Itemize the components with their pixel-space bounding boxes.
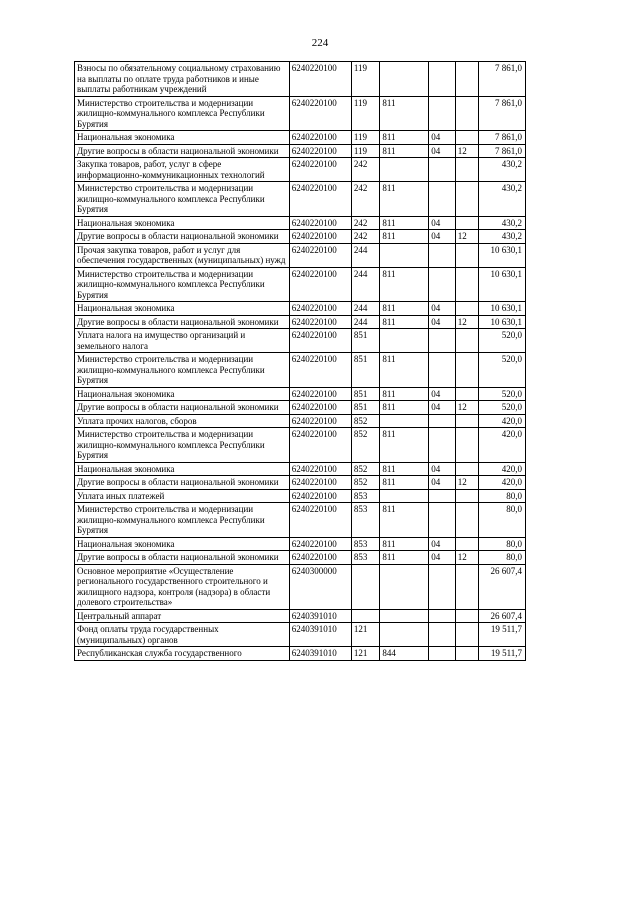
section-code-cell: [429, 96, 455, 131]
admin-code-cell: 811: [380, 428, 429, 463]
table-row: [75, 623, 526, 647]
amount-cell: 7 861,0: [479, 62, 526, 97]
expense-type-code-cell: 852: [351, 462, 380, 476]
target-article-code-cell: 6240220100: [289, 131, 351, 145]
table-row: [75, 315, 526, 329]
section-code-cell: [429, 647, 455, 661]
row-name-cell: Национальная экономика: [75, 537, 290, 551]
row-name-cell: Министерство строительства и модернизации жилищно-коммунального комплекса Республики Бурятия: [75, 428, 290, 463]
budget-table: [74, 61, 526, 661]
amount-cell: 19 511,7: [479, 623, 526, 647]
expense-type-code-cell: 244: [351, 302, 380, 316]
table-row: [75, 537, 526, 551]
section-code-cell: [429, 329, 455, 353]
admin-code-cell: [380, 243, 429, 267]
subsection-code-cell: [455, 131, 478, 145]
amount-cell: 10 630,1: [479, 315, 526, 329]
admin-code-cell: 811: [380, 462, 429, 476]
amount-cell: 430,2: [479, 230, 526, 244]
expense-type-code-cell: 242: [351, 158, 380, 182]
section-code-cell: [429, 609, 455, 623]
admin-code-cell: 811: [380, 401, 429, 415]
target-article-code-cell: 6240220100: [289, 96, 351, 131]
subsection-code-cell: [455, 267, 478, 302]
expense-type-code-cell: 852: [351, 428, 380, 463]
admin-code-cell: [380, 158, 429, 182]
row-name-cell: Министерство строительства и модернизации жилищно-коммунального комплекса Республики Бурятия: [75, 503, 290, 538]
expense-type-code-cell: 852: [351, 414, 380, 428]
amount-cell: 80,0: [479, 489, 526, 503]
expense-type-code-cell: 851: [351, 387, 380, 401]
section-code-cell: 04: [429, 302, 455, 316]
admin-code-cell: 811: [380, 182, 429, 217]
row-name-cell: Другие вопросы в области национальной экономики: [75, 230, 290, 244]
row-name-cell: Национальная экономика: [75, 302, 290, 316]
expense-type-code-cell: 852: [351, 476, 380, 490]
table-row: [75, 158, 526, 182]
section-code-cell: [429, 158, 455, 182]
section-code-cell: 04: [429, 216, 455, 230]
expense-type-code-cell: 119: [351, 96, 380, 131]
subsection-code-cell: [455, 503, 478, 538]
target-article-code-cell: 6240220100: [289, 428, 351, 463]
expense-type-code-cell: 244: [351, 315, 380, 329]
table-row: [75, 230, 526, 244]
target-article-code-cell: 6240220100: [289, 503, 351, 538]
section-code-cell: 04: [429, 230, 455, 244]
admin-code-cell: 811: [380, 537, 429, 551]
section-code-cell: [429, 414, 455, 428]
expense-type-code-cell: [351, 564, 380, 609]
subsection-code-cell: [455, 489, 478, 503]
table-row: [75, 243, 526, 267]
section-code-cell: [429, 243, 455, 267]
subsection-code-cell: [455, 537, 478, 551]
row-name-cell: Фонд оплаты труда государственных (муниципальных) органов: [75, 623, 290, 647]
amount-cell: 26 607,4: [479, 564, 526, 609]
subsection-code-cell: [455, 462, 478, 476]
expense-type-code-cell: 244: [351, 243, 380, 267]
expense-type-code-cell: 242: [351, 182, 380, 217]
target-article-code-cell: 6240220100: [289, 230, 351, 244]
expense-type-code-cell: 853: [351, 537, 380, 551]
table-row: [75, 182, 526, 217]
subsection-code-cell: [455, 96, 478, 131]
admin-code-cell: [380, 623, 429, 647]
amount-cell: 80,0: [479, 503, 526, 538]
table-row: [75, 144, 526, 158]
subsection-code-cell: [455, 414, 478, 428]
expense-type-code-cell: 242: [351, 216, 380, 230]
subsection-code-cell: [455, 158, 478, 182]
subsection-code-cell: [455, 216, 478, 230]
admin-code-cell: 811: [380, 144, 429, 158]
page-number: 224: [311, 37, 329, 49]
admin-code-cell: 811: [380, 387, 429, 401]
section-code-cell: 04: [429, 144, 455, 158]
amount-cell: 7 861,0: [479, 144, 526, 158]
admin-code-cell: 811: [380, 267, 429, 302]
amount-cell: 19 511,7: [479, 647, 526, 661]
target-article-code-cell: 6240220100: [289, 476, 351, 490]
expense-type-code-cell: 851: [351, 353, 380, 388]
amount-cell: 420,0: [479, 462, 526, 476]
subsection-code-cell: 12: [455, 144, 478, 158]
target-article-code-cell: 6240220100: [289, 315, 351, 329]
budget-table-body: [75, 62, 526, 661]
table-row: [75, 329, 526, 353]
expense-type-code-cell: 121: [351, 623, 380, 647]
section-code-cell: 04: [429, 476, 455, 490]
subsection-code-cell: 12: [455, 551, 478, 565]
admin-code-cell: 811: [380, 230, 429, 244]
expense-type-code-cell: 119: [351, 62, 380, 97]
expense-type-code-cell: 119: [351, 131, 380, 145]
expense-type-code-cell: [351, 609, 380, 623]
target-article-code-cell: 6240220100: [289, 414, 351, 428]
admin-code-cell: 811: [380, 353, 429, 388]
row-name-cell: Национальная экономика: [75, 216, 290, 230]
target-article-code-cell: 6240220100: [289, 62, 351, 97]
row-name-cell: Уплата иных платежей: [75, 489, 290, 503]
table-row: [75, 428, 526, 463]
table-row: [75, 96, 526, 131]
table-row: [75, 353, 526, 388]
admin-code-cell: 811: [380, 302, 429, 316]
table-row: [75, 216, 526, 230]
row-name-cell: Другие вопросы в области национальной экономики: [75, 476, 290, 490]
target-article-code-cell: 6240220100: [289, 387, 351, 401]
amount-cell: 80,0: [479, 551, 526, 565]
section-code-cell: 04: [429, 131, 455, 145]
target-article-code-cell: 6240391010: [289, 623, 351, 647]
table-row: [75, 476, 526, 490]
amount-cell: 430,2: [479, 216, 526, 230]
table-row: [75, 267, 526, 302]
amount-cell: 420,0: [479, 428, 526, 463]
row-name-cell: Центральный аппарат: [75, 609, 290, 623]
amount-cell: 520,0: [479, 329, 526, 353]
section-code-cell: 04: [429, 537, 455, 551]
section-code-cell: [429, 267, 455, 302]
table-row: [75, 609, 526, 623]
target-article-code-cell: 6240220100: [289, 216, 351, 230]
section-code-cell: [429, 353, 455, 388]
section-code-cell: [429, 62, 455, 97]
amount-cell: 10 630,1: [479, 267, 526, 302]
row-name-cell: Министерство строительства и модернизации жилищно-коммунального комплекса Республики Бурятия: [75, 96, 290, 131]
section-code-cell: [429, 182, 455, 217]
amount-cell: 430,2: [479, 182, 526, 217]
row-name-cell: Другие вопросы в области национальной экономики: [75, 551, 290, 565]
section-code-cell: [429, 623, 455, 647]
admin-code-cell: 811: [380, 96, 429, 131]
amount-cell: 420,0: [479, 476, 526, 490]
subsection-code-cell: 12: [455, 401, 478, 415]
admin-code-cell: [380, 62, 429, 97]
expense-type-code-cell: 121: [351, 647, 380, 661]
table-row: [75, 564, 526, 609]
expense-type-code-cell: 244: [351, 267, 380, 302]
row-name-cell: Национальная экономика: [75, 462, 290, 476]
expense-type-code-cell: 851: [351, 401, 380, 415]
expense-type-code-cell: 119: [351, 144, 380, 158]
subsection-code-cell: 12: [455, 315, 478, 329]
section-code-cell: [429, 564, 455, 609]
target-article-code-cell: 6240220100: [289, 329, 351, 353]
expense-type-code-cell: 853: [351, 551, 380, 565]
amount-cell: 7 861,0: [479, 96, 526, 131]
target-article-code-cell: 6240220100: [289, 489, 351, 503]
table-row: [75, 131, 526, 145]
subsection-code-cell: [455, 302, 478, 316]
table-row: [75, 401, 526, 415]
table-row: [75, 647, 526, 661]
table-row: [75, 414, 526, 428]
row-name-cell: Уплата прочих налогов, сборов: [75, 414, 290, 428]
amount-cell: 26 607,4: [479, 609, 526, 623]
admin-code-cell: [380, 329, 429, 353]
amount-cell: 430,2: [479, 158, 526, 182]
subsection-code-cell: [455, 428, 478, 463]
admin-code-cell: [380, 564, 429, 609]
row-name-cell: Уплата налога на имущество организаций и земельного налога: [75, 329, 290, 353]
expense-type-code-cell: 853: [351, 489, 380, 503]
section-code-cell: 04: [429, 551, 455, 565]
row-name-cell: Взносы по обязательному социальному страхованию на выплаты по оплате труда работников и иные выплаты работникам учреждений: [75, 62, 290, 97]
subsection-code-cell: [455, 182, 478, 217]
target-article-code-cell: 6240220100: [289, 267, 351, 302]
row-name-cell: Республиканская служба государственного: [75, 647, 290, 661]
table-row: [75, 387, 526, 401]
row-name-cell: Закупка товаров, работ, услуг в сфере информационно-коммуникационных технологий: [75, 158, 290, 182]
expense-type-code-cell: 851: [351, 329, 380, 353]
admin-code-cell: 811: [380, 131, 429, 145]
row-name-cell: Министерство строительства и модернизации жилищно-коммунального комплекса Республики Бурятия: [75, 267, 290, 302]
row-name-cell: Другие вопросы в области национальной экономики: [75, 401, 290, 415]
admin-code-cell: 811: [380, 476, 429, 490]
section-code-cell: [429, 489, 455, 503]
table-row: [75, 62, 526, 97]
row-name-cell: Другие вопросы в области национальной экономики: [75, 144, 290, 158]
row-name-cell: Основное мероприятие «Осуществление регионального государственного строительного и жилищного надзора, контроля (надзора) в области долевого строительства»: [75, 564, 290, 609]
target-article-code-cell: 6240220100: [289, 401, 351, 415]
amount-cell: 10 630,1: [479, 302, 526, 316]
subsection-code-cell: [455, 62, 478, 97]
target-article-code-cell: 6240220100: [289, 144, 351, 158]
row-name-cell: Другие вопросы в области национальной экономики: [75, 315, 290, 329]
table-row: [75, 302, 526, 316]
section-code-cell: [429, 503, 455, 538]
expense-type-code-cell: 853: [351, 503, 380, 538]
table-row: [75, 489, 526, 503]
target-article-code-cell: 6240220100: [289, 243, 351, 267]
admin-code-cell: [380, 489, 429, 503]
amount-cell: 520,0: [479, 401, 526, 415]
row-name-cell: Национальная экономика: [75, 131, 290, 145]
target-article-code-cell: 6240220100: [289, 158, 351, 182]
admin-code-cell: [380, 609, 429, 623]
section-code-cell: [429, 428, 455, 463]
admin-code-cell: 844: [380, 647, 429, 661]
row-name-cell: Прочая закупка товаров, работ и услуг для обеспечения государственных (муниципальных) нужд: [75, 243, 290, 267]
section-code-cell: 04: [429, 401, 455, 415]
amount-cell: 10 630,1: [479, 243, 526, 267]
subsection-code-cell: [455, 243, 478, 267]
table-row: [75, 551, 526, 565]
amount-cell: 80,0: [479, 537, 526, 551]
admin-code-cell: 811: [380, 503, 429, 538]
target-article-code-cell: 6240220100: [289, 551, 351, 565]
target-article-code-cell: 6240220100: [289, 353, 351, 388]
section-code-cell: 04: [429, 462, 455, 476]
target-article-code-cell: 6240220100: [289, 182, 351, 217]
admin-code-cell: 811: [380, 551, 429, 565]
table-row: [75, 462, 526, 476]
subsection-code-cell: [455, 329, 478, 353]
target-article-code-cell: 6240220100: [289, 537, 351, 551]
target-article-code-cell: 6240220100: [289, 302, 351, 316]
row-name-cell: Министерство строительства и модернизации жилищно-коммунального комплекса Республики Бурятия: [75, 353, 290, 388]
table-row: [75, 503, 526, 538]
subsection-code-cell: [455, 353, 478, 388]
admin-code-cell: 811: [380, 315, 429, 329]
target-article-code-cell: 6240220100: [289, 462, 351, 476]
amount-cell: 520,0: [479, 353, 526, 388]
amount-cell: 420,0: [479, 414, 526, 428]
admin-code-cell: [380, 414, 429, 428]
subsection-code-cell: [455, 564, 478, 609]
admin-code-cell: 811: [380, 216, 429, 230]
target-article-code-cell: 6240300000: [289, 564, 351, 609]
row-name-cell: Национальная экономика: [75, 387, 290, 401]
target-article-code-cell: 6240391010: [289, 609, 351, 623]
section-code-cell: 04: [429, 315, 455, 329]
subsection-code-cell: 12: [455, 230, 478, 244]
amount-cell: 7 861,0: [479, 131, 526, 145]
subsection-code-cell: [455, 387, 478, 401]
section-code-cell: 04: [429, 387, 455, 401]
expense-type-code-cell: 242: [351, 230, 380, 244]
amount-cell: 520,0: [479, 387, 526, 401]
subsection-code-cell: [455, 609, 478, 623]
subsection-code-cell: [455, 623, 478, 647]
target-article-code-cell: 6240391010: [289, 647, 351, 661]
subsection-code-cell: 12: [455, 476, 478, 490]
row-name-cell: Министерство строительства и модернизации жилищно-коммунального комплекса Республики Бурятия: [75, 182, 290, 217]
subsection-code-cell: [455, 647, 478, 661]
